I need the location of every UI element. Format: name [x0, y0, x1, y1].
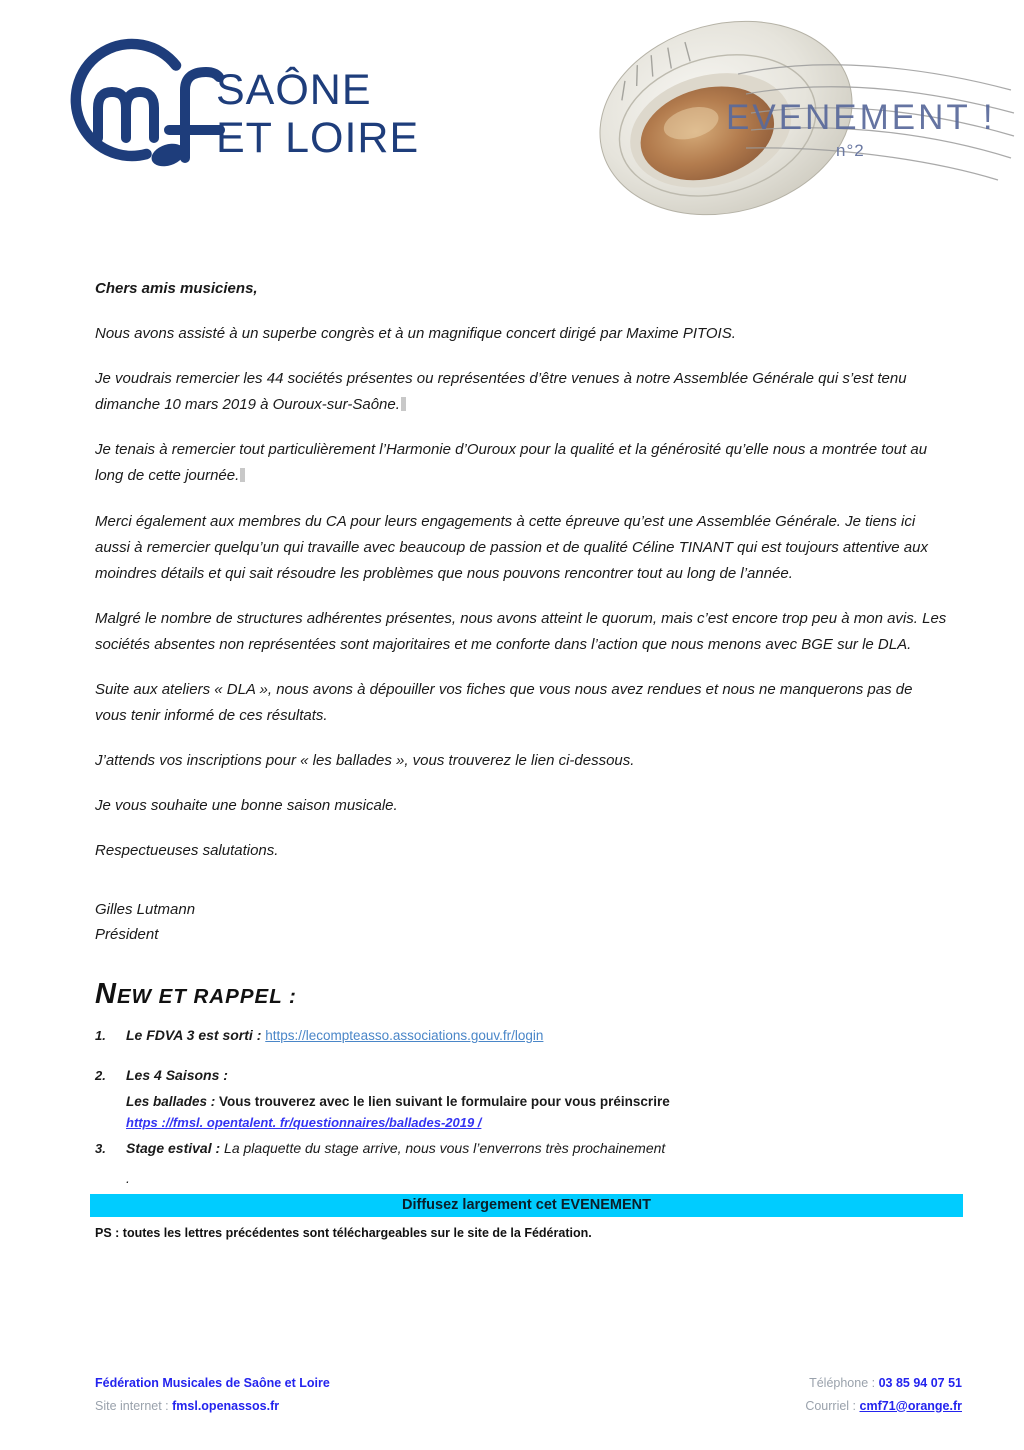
cmf-logo	[68, 30, 448, 175]
phone-label: Téléphone :	[809, 1376, 879, 1390]
event-title: EVENEMENT !	[726, 98, 996, 137]
event-number: n°2	[836, 141, 865, 160]
news-item-1-body	[126, 1027, 543, 1043]
ballades-text-line	[126, 1091, 947, 1113]
news-item-1-number: 1.	[95, 1027, 106, 1043]
news-heading-rest: EW ET RAPPEL :	[116, 984, 297, 1008]
ballades-form-link[interactable]: https ://fmsl. opentalent. fr/questionnaires/ballades-2019 /	[126, 1115, 482, 1131]
trailing-period: .	[126, 1169, 130, 1186]
news-item-1-separator: :	[252, 1026, 266, 1043]
fdva-login-link[interactable]: https://lecompteasso.associations.gouv.fr/login	[265, 1027, 544, 1043]
news-item-1-label: Le FDVA 3 est sorti	[126, 1026, 253, 1043]
website-line	[95, 1395, 330, 1418]
paragraph-2: Je voudrais remercier les 44 sociétés présentes ou représentées d’être venues à notre Assemblée Générale qui s’est tenu dimanche 10 mars 2019 à Ouroux-sur-Saône.	[95, 370, 907, 414]
federation-name: Fédération Musicales de Saône et Loire	[95, 1376, 330, 1390]
news-heading	[95, 978, 947, 1011]
paragraph-7: J’attends vos inscriptions pour « les ballades », vous trouverez le lien ci-dessous.	[95, 752, 635, 770]
logo-letter-m	[98, 92, 154, 138]
phone-number: 03 85 94 07 51	[878, 1376, 962, 1390]
page-footer	[95, 1372, 962, 1417]
news-heading-initial: N	[95, 977, 117, 1010]
news-item-3-body	[126, 1140, 665, 1156]
paragraph-8: Je vous souhaite une bonne saison musicale.	[95, 797, 398, 815]
paragraph-4: Merci également aux membres du CA pour leurs engagements à cette épreuve qu’est une Assemblée Générale. Je tiens ici aussi à remercier quelqu’un qui travaille avec beaucoup de passion et de qualité Céline TINANT qui est toujours attentive aux moindres détails et qui sait résoudre les problèmes que nous pouvons rencontrer tout au long de l’année.	[95, 512, 928, 582]
event-illustration	[596, 16, 1020, 221]
news-item-1	[95, 1027, 947, 1043]
salutation: Chers amis musiciens,	[95, 280, 258, 297]
news-item-2	[95, 1067, 947, 1083]
logo-text-line2: ET LOIRE	[216, 114, 420, 162]
letter-content	[95, 276, 947, 1240]
email-link[interactable]: cmf71@orange.fr	[859, 1398, 962, 1413]
news-item-3-label: Stage estival :	[126, 1139, 221, 1156]
paragraph-6: Suite aux ateliers « DLA », nous avons à dépouiller vos fiches que vous nous avez rendues et nous ne manquerons pas de vous tenir informé de ces résultats.	[95, 681, 913, 725]
edit-mark	[240, 468, 245, 482]
signature-name: Gilles Lutmann	[95, 900, 196, 918]
email-line	[805, 1395, 962, 1418]
ballades-sub-item	[126, 1091, 947, 1134]
ballades-label: Les ballades :	[126, 1093, 216, 1109]
edit-mark	[401, 397, 406, 411]
ps-note: PS : toutes les lettres précédentes sont téléchargeables sur le site de la Fédération.	[95, 1225, 592, 1240]
email-label: Courriel :	[805, 1398, 860, 1413]
news-item-3	[95, 1140, 947, 1156]
letter-body	[95, 276, 947, 948]
news-item-3-number: 3.	[95, 1140, 106, 1156]
paragraph-3: Je tenais à remercier tout particulièrement l’Harmonie d’Ouroux pour la qualité et la générosité qu’elle nous a montrée tout au long de cette journée.	[95, 441, 928, 485]
paragraph-5: Malgré le nombre de structures adhérentes présentes, nous avons atteint le quorum, mais c’est encore trop peu à mon avis. Les sociétés absentes non représentées sont majoritaires et me conforte dans l’action que nous menons avec BGE sur le DLA.	[95, 609, 947, 653]
website-link[interactable]: fmsl.openassos.fr	[172, 1398, 280, 1413]
paragraph-9: Respectueuses salutations.	[95, 842, 279, 860]
event-banner	[90, 1194, 963, 1217]
signature-block	[95, 897, 947, 948]
phone-line	[805, 1372, 962, 1395]
paragraph-1: Nous avons assisté à un superbe congrès et à un magnifique concert dirigé par Maxime PITOIS.	[95, 325, 736, 343]
logo-letter-f-stem	[185, 72, 219, 158]
news-item-2-number: 2.	[95, 1067, 106, 1083]
news-item-3-text: La plaquette du stage arrive, nous vous l’enverrons très prochainement	[220, 1139, 666, 1156]
logo-text-line1: SAÔNE	[216, 66, 372, 114]
footer-left	[95, 1372, 330, 1417]
website-label: Site internet :	[95, 1398, 173, 1413]
ballades-text: Vous trouverez avec le lien suivant le formulaire pour vous préinscrire	[215, 1093, 670, 1109]
footer-right	[805, 1372, 962, 1417]
signature-role: Président	[95, 926, 159, 943]
event-banner-text: Diffusez largement cet EVENEMENT	[402, 1196, 651, 1213]
news-item-2-label: Les 4 Saisons :	[126, 1066, 228, 1083]
